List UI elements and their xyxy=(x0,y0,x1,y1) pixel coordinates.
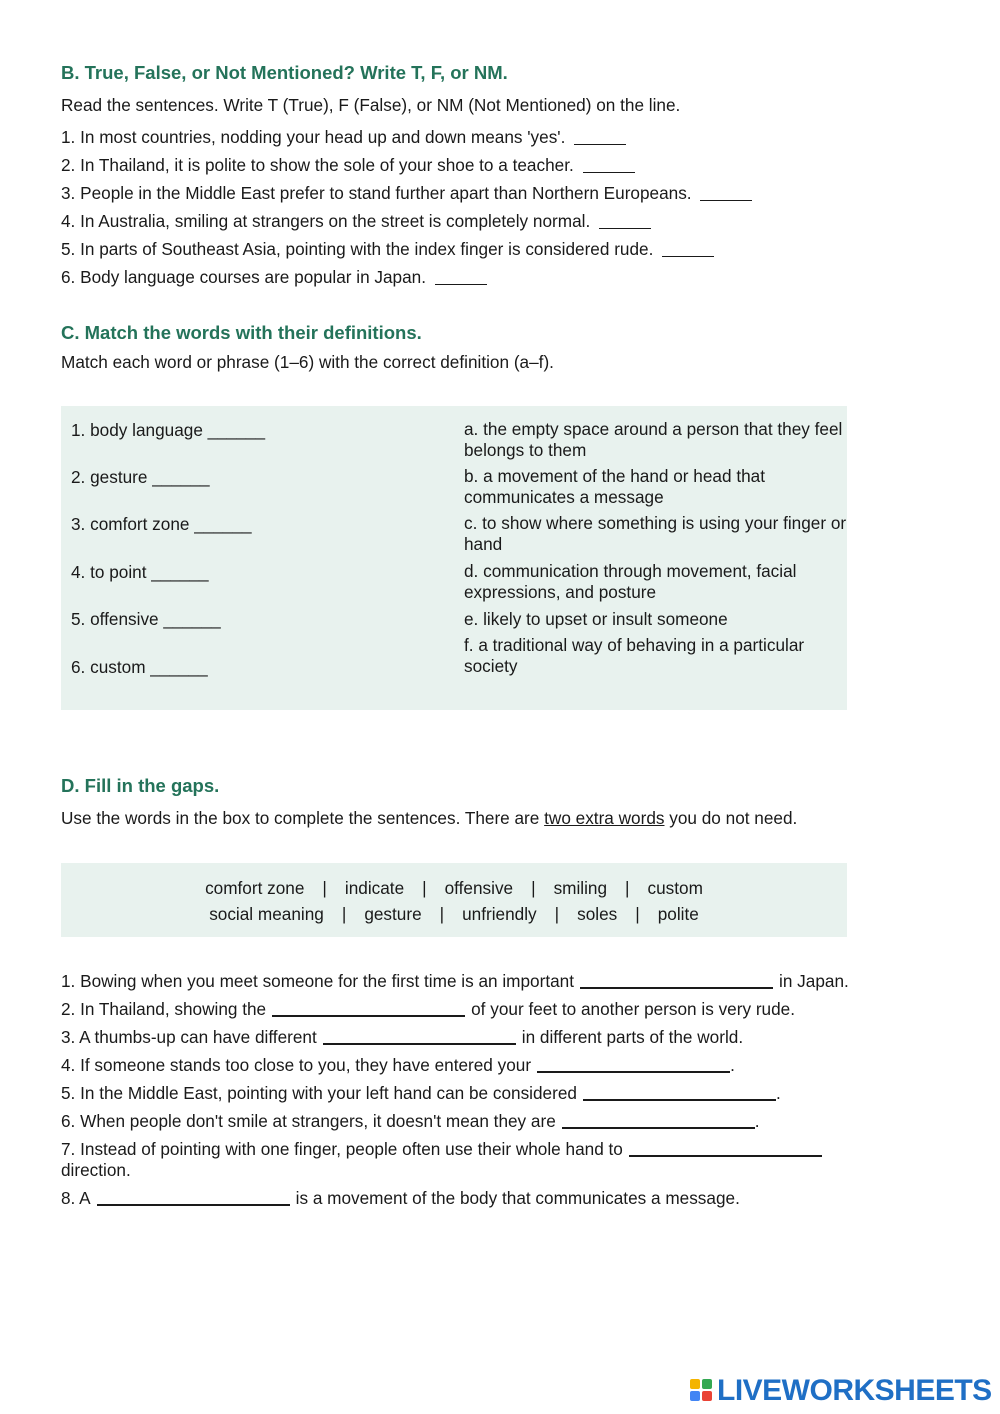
separator: | xyxy=(422,878,427,898)
gap-sentence-8 xyxy=(61,1188,740,1209)
match-word[interactable]: 1. body language ______ xyxy=(71,420,266,440)
gap-blank[interactable] xyxy=(272,1000,465,1017)
word-box-row-2 xyxy=(61,904,847,925)
gap-blank[interactable] xyxy=(323,1028,516,1045)
logo-squares-icon xyxy=(690,1379,714,1403)
section-c-instruction: Match each word or phrase (1–6) with the correct definition (a–f). xyxy=(61,352,554,372)
section-b-instruction: Read the sentences. Write T (True), F (False), or NM (Not Mentioned) on the line. xyxy=(61,95,681,115)
gap-blank[interactable] xyxy=(580,972,773,989)
word-option: smiling xyxy=(553,878,608,898)
separator: | xyxy=(635,904,640,924)
match-definition: c. to show where something is using your finger or hand xyxy=(464,513,847,554)
tf-statement: 6. Body language courses are popular in Japan. xyxy=(61,267,427,287)
instruction-text: Use the words in the box to complete the sentences. There are xyxy=(61,808,545,828)
gap-sentence-6 xyxy=(61,1111,760,1132)
section-b-heading: B. True, False, or Not Mentioned? Write T, F, or NM. xyxy=(61,62,508,83)
sentence-text: in different parts of the world. xyxy=(521,1027,744,1047)
word-box-row-1 xyxy=(61,878,847,899)
match-word[interactable]: 2. gesture ______ xyxy=(71,467,210,487)
sentence-text: of your feet to another person is very rude. xyxy=(471,999,796,1019)
matching-box xyxy=(61,406,847,710)
logo-text: LIVEWORKSHEETS xyxy=(717,1374,992,1407)
tf-statement: 5. In parts of Southeast Asia, pointing with the index finger is considered rude. xyxy=(61,239,654,259)
match-definition: a. the empty space around a person that they feel belongs to them xyxy=(464,419,843,460)
tf-answer-blank[interactable] xyxy=(435,269,487,285)
match-definition: d. communication through movement, facial expressions, and posture xyxy=(464,561,797,602)
sentence-text: 6. When people don't smile at strangers, it doesn't mean they are xyxy=(61,1111,556,1131)
gap-blank[interactable] xyxy=(97,1189,290,1206)
match-word[interactable]: 6. custom ______ xyxy=(71,657,208,677)
separator: | xyxy=(341,904,347,924)
word-option: polite xyxy=(657,904,699,924)
tf-answer-blank[interactable] xyxy=(583,157,635,173)
gap-sentence-7 xyxy=(61,1139,828,1160)
tf-answer-blank[interactable] xyxy=(599,213,651,229)
word-option: gesture xyxy=(364,904,422,924)
match-word[interactable]: 3. comfort zone ______ xyxy=(71,514,252,534)
sentence-text: 2. In Thailand, showing the xyxy=(61,999,267,1019)
separator: | xyxy=(439,904,445,924)
word-option: social meaning xyxy=(209,904,324,924)
section-c-heading: C. Match the words with their definitions. xyxy=(61,322,422,343)
gap-blank[interactable] xyxy=(629,1140,822,1157)
tf-statement: 4. In Australia, smiling at strangers on the street is completely normal. xyxy=(61,211,591,231)
sentence-text: . xyxy=(754,1111,760,1131)
sentence-text: 3. A thumbs-up can have different xyxy=(61,1027,317,1047)
sentence-text: 4. If someone stands too close to you, they have entered your xyxy=(61,1055,532,1075)
sentence-text: . xyxy=(775,1083,781,1103)
match-definition: b. a movement of the hand or head that communicates a message xyxy=(464,466,765,507)
sentence-text: 5. In the Middle East, pointing with your left hand can be considered xyxy=(61,1083,577,1103)
match-definition: f. a traditional way of behaving in a particular society xyxy=(464,635,805,676)
gap-sentence-5 xyxy=(61,1083,781,1104)
tf-answer-blank[interactable] xyxy=(700,185,752,201)
section-d-heading: D. Fill in the gaps. xyxy=(61,775,220,796)
tf-item-2 xyxy=(61,155,635,176)
tf-item-4 xyxy=(61,211,651,232)
tf-statement: 2. In Thailand, it is polite to show the sole of your shoe to a teacher. xyxy=(61,155,574,175)
match-definition: e. likely to upset or insult someone xyxy=(464,609,728,629)
tf-item-3 xyxy=(61,183,752,204)
match-word[interactable]: 5. offensive ______ xyxy=(71,609,221,629)
tf-answer-blank[interactable] xyxy=(662,241,714,257)
gap-sentence-1 xyxy=(61,971,849,992)
instruction-underlined: two extra words xyxy=(544,808,665,828)
gap-sentence-3 xyxy=(61,1027,743,1048)
word-option: comfort zone xyxy=(205,878,305,898)
gap-blank[interactable] xyxy=(537,1056,730,1073)
tf-item-6 xyxy=(61,267,487,288)
gap-sentence-2 xyxy=(61,999,795,1020)
word-option: offensive xyxy=(444,878,514,898)
separator: | xyxy=(625,878,630,898)
word-option: indicate xyxy=(344,878,405,898)
section-d-instruction xyxy=(61,808,797,829)
gap-blank[interactable] xyxy=(562,1112,755,1129)
gap-blank[interactable] xyxy=(583,1084,776,1101)
match-word[interactable]: 4. to point ______ xyxy=(71,562,209,582)
tf-item-5 xyxy=(61,239,714,260)
gap-sentence-7-continuation: direction. xyxy=(61,1160,131,1180)
tf-answer-blank[interactable] xyxy=(574,129,626,145)
tf-statement: 3. People in the Middle East prefer to stand further apart than Northern Europeans. xyxy=(61,183,692,203)
sentence-text: is a movement of the body that communicates a message. xyxy=(295,1188,740,1208)
tf-statement: 1. In most countries, nodding your head up and down means 'yes'. xyxy=(61,127,566,147)
word-option: soles xyxy=(577,904,618,924)
gap-sentence-4 xyxy=(61,1055,735,1076)
separator: | xyxy=(322,878,327,898)
word-box xyxy=(61,863,847,937)
word-option: custom xyxy=(647,878,703,898)
separator: | xyxy=(554,904,560,924)
sentence-text: 1. Bowing when you meet someone for the first time is an important xyxy=(61,971,575,991)
sentence-text: . xyxy=(730,1055,735,1075)
sentence-text: in Japan. xyxy=(779,971,849,991)
word-option: unfriendly xyxy=(462,904,537,924)
instruction-text: you do not need. xyxy=(664,808,798,828)
separator: | xyxy=(531,878,536,898)
sentence-text: 7. Instead of pointing with one finger, people often use their whole hand to xyxy=(61,1139,623,1159)
sentence-text: 8. A xyxy=(61,1188,91,1208)
tf-item-1 xyxy=(61,127,626,148)
